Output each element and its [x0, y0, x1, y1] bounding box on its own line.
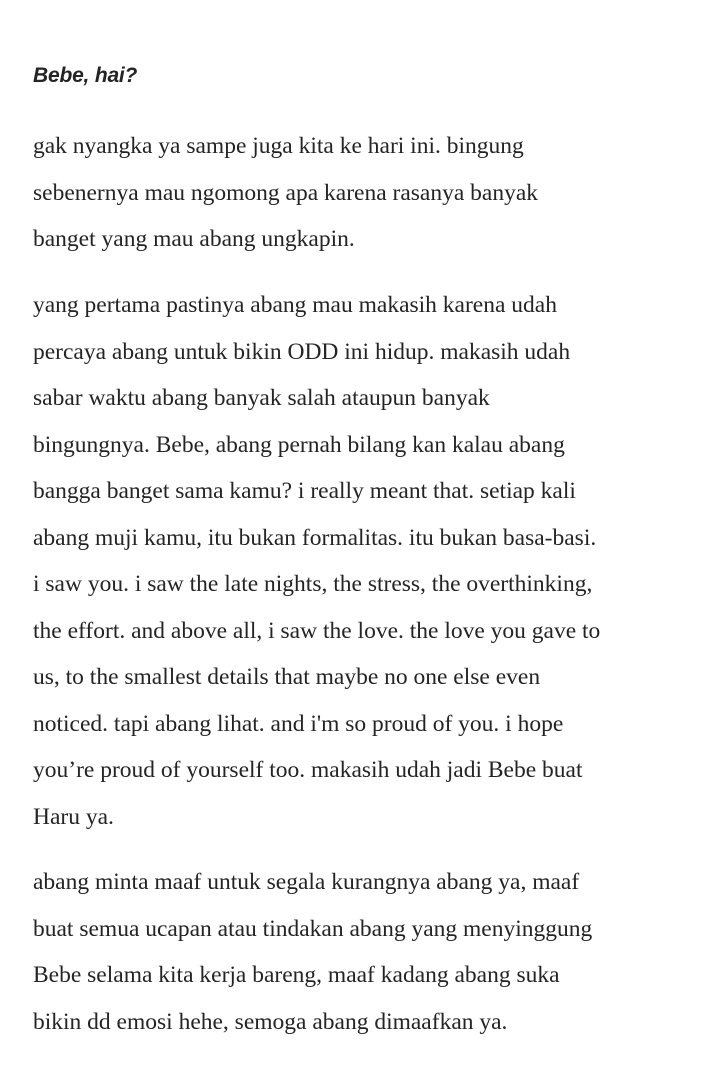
paragraph-line: yang pertama pastinya abang mau makasih karena udah	[33, 292, 557, 318]
letter-paragraph	[33, 859, 687, 1045]
paragraph-line: banget yang mau abang ungkapin.	[33, 226, 355, 252]
paragraph-line: abang muji kamu, itu bukan formalitas. itu bukan basa-basi.	[33, 524, 597, 551]
letter-paragraph	[33, 123, 687, 263]
paragraph-line: sabar waktu abang banyak salah ataupun banyak	[33, 385, 490, 411]
paragraph-line: i saw you. i saw the late nights, the stress, the overthinking,	[33, 571, 593, 597]
paragraph-line: us, to the smallest details that maybe no one else even	[33, 664, 541, 690]
letter-paragraph	[33, 282, 687, 840]
paragraph-line: noticed. tapi abang lihat. and i'm so proud of you. i hope	[33, 710, 564, 737]
paragraph-line: bangga banget sama kamu? i really meant that. setiap kali	[33, 478, 576, 504]
paragraph-line: Bebe selama kita kerja bareng, maaf kadang abang suka	[33, 962, 560, 988]
paragraph-line: Haru ya.	[33, 803, 114, 830]
paragraph-line: sebenernya mau ngomong apa karena rasanya banyak	[33, 179, 539, 206]
paragraph-line: percaya abang untuk bikin ODD ini hidup. makasih udah	[33, 338, 571, 365]
paragraph-line: buat semua ucapan atau tindakan abang yang menyinggung	[33, 915, 593, 942]
paragraph-line: bikin dd emosi hehe, semoga abang dimaafkan ya.	[33, 1008, 508, 1035]
letter-greeting: Bebe, hai?	[33, 64, 138, 87]
paragraph-line: the effort. and above all, i saw the love. the love you gave to	[33, 617, 601, 644]
paragraph-line: abang minta maaf untuk segala kurangnya abang ya, maaf	[33, 869, 580, 895]
paragraph-line: bingungnya. Bebe, abang pernah bilang kan kalau abang	[33, 431, 565, 458]
paragraph-line: you’re proud of yourself too. makasih udah jadi Bebe buat	[33, 757, 583, 783]
paragraph-line: gak nyangka ya sampe juga kita ke hari ini. bingung	[33, 133, 524, 159]
